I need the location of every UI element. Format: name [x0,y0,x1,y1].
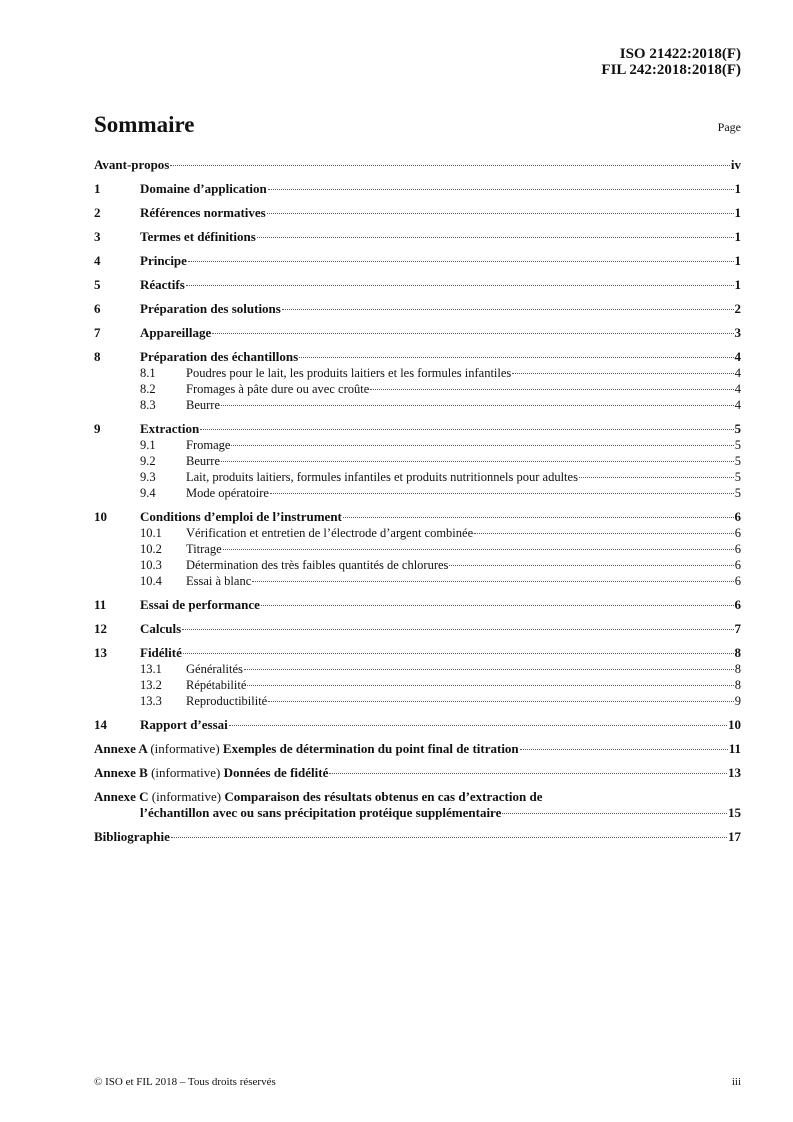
toc-subentry[interactable] [94,677,741,693]
toc-subentry[interactable] [94,573,741,589]
entry-title: Lait, produits laitiers, formules infantiles et produits nutritionnels pour adultes [186,470,578,484]
dot-leader [170,165,730,166]
entry-page: 6 [734,509,741,524]
entry-number: 10.4 [140,574,162,588]
entry-page: 6 [734,542,741,556]
dot-leader [186,285,734,286]
entry-page: 9 [734,694,741,708]
entry-page: 5 [734,486,741,500]
entry-page: 5 [734,421,741,436]
dot-leader [252,581,733,582]
toc-entry[interactable] [94,301,741,317]
dot-leader [267,213,734,214]
page-title: Sommaire [94,112,195,137]
dot-leader [282,309,734,310]
dot-leader [502,813,727,814]
entry-number: 8.3 [140,398,156,412]
entry-title: Essai de performance [140,597,260,612]
entry-page: 4 [734,382,741,396]
entry-page: 1 [734,205,741,220]
annex-title: Données de fidélité [223,765,329,780]
annex-type: (informative) [151,765,221,780]
entry-page: 1 [734,229,741,244]
entry-page: 5 [734,454,741,468]
entry-page: 4 [734,398,741,412]
dot-leader [221,461,734,462]
toc-entry[interactable] [94,205,741,221]
entry-page: 1 [734,181,741,196]
dot-leader [579,477,734,478]
entry-page: 6 [734,597,741,612]
toc-entry[interactable] [94,645,741,661]
entry-page: 10 [728,717,741,732]
entry-page: 6 [734,526,741,540]
entry-number: 8.1 [140,366,156,380]
entry-number: 8 [94,349,101,364]
entry-title: Avant-propos [94,157,170,172]
entry-number: 13.3 [140,694,162,708]
entry-page: 8 [734,678,741,692]
entry-page: 4 [734,349,741,364]
entry-page: 6 [734,558,741,572]
dot-leader [244,669,734,670]
entry-title: Appareillage [140,325,212,340]
dot-leader [512,373,733,374]
toc-entry[interactable] [94,597,741,613]
entry-title: Fromages à pâte dure ou avec croûte [186,382,370,396]
dot-leader [229,725,727,726]
entry-title: Préparation des solutions [140,301,281,316]
entry-title: Vérification et entretien de l’électrode d’argent combinée [186,526,474,540]
entry-page: 7 [734,621,741,636]
entry-title: Extraction [140,421,200,436]
entry-page: iv [730,157,741,172]
entry-page: 5 [734,438,741,452]
entry-page: 4 [734,366,741,380]
toc-bibliography[interactable]: Bibliographie 17 [94,829,741,844]
annex-type: (informative) [150,741,220,756]
entry-title: Fidélité [140,645,182,660]
toc-subentry[interactable] [94,453,741,469]
entry-number: 9.1 [140,438,156,452]
entry-number: 4 [94,253,101,268]
dot-leader [261,605,734,606]
entry-title: Conditions d’emploi de l’instrument [140,509,342,524]
document-reference [601,46,741,78]
table-of-contents [94,157,741,845]
toc-entry[interactable] [94,229,741,245]
dot-leader [223,549,734,550]
entry-number: 11 [94,597,107,612]
toc-entry[interactable] [94,621,741,637]
dot-leader [221,405,734,406]
entry-title: Préparation des échantillons [140,349,299,364]
entry-page: 3 [734,325,741,340]
entry-page: 8 [734,662,741,676]
dot-leader [299,357,733,358]
entry-page: 6 [734,574,741,588]
toc-annex-c[interactable]: Annexe C (informative) Comparaison des résultats obtenus en cas d’extraction de l’échantillon avec ou sans précipitation protéique supplémentaire 15 [94,789,741,820]
toc-entry[interactable] [94,277,741,293]
dot-leader [343,517,734,518]
toc-entry[interactable] [94,325,741,341]
dot-leader [247,685,733,686]
dot-leader [329,773,727,774]
entry-title: Poudres pour le lait, les produits laitiers et les formules infantiles [186,366,512,380]
entry-number: 10.2 [140,542,162,556]
toc-entry[interactable] [94,157,741,173]
footer-copyright: © ISO et FIL 2018 – Tous droits réservés [94,1076,276,1088]
entry-number: 13.2 [140,678,162,692]
entry-number: 13 [94,645,107,660]
annex-label: Annexe A [94,741,148,756]
entry-number: 12 [94,621,107,636]
toc-entry[interactable] [94,349,741,365]
entry-title: Détermination des très faibles quantités de chlorures [186,558,449,572]
dot-leader [520,749,728,750]
toc-entry[interactable] [94,421,741,437]
iso-reference: ISO 21422:2018(F) [619,46,741,62]
entry-title: Beurre [186,398,221,412]
entry-title: Essai à blanc [186,574,252,588]
toc-subentry[interactable] [94,693,741,709]
toc-subentry[interactable] [94,661,741,677]
entry-number: 10.1 [140,526,162,540]
entry-title: Mode opératoire [186,486,269,500]
entry-title: Reproductibilité [186,694,268,708]
toc-entry[interactable] [94,717,741,733]
entry-title: Références normatives [140,205,266,220]
entry-number: 7 [94,325,101,340]
entry-number: 10.3 [140,558,162,572]
dot-leader [182,629,733,630]
entry-title: Domaine d’application [140,181,267,196]
entry-title: Fromage [186,438,231,452]
fil-reference: FIL 242:2018:2018(F) [601,62,741,78]
entry-number: 5 [94,277,101,292]
dot-leader [449,565,733,566]
entry-title: Principe [140,253,187,268]
dot-leader [200,429,733,430]
toc-subentry[interactable] [94,381,741,397]
entry-number: 9 [94,421,101,436]
entry-page: 1 [734,253,741,268]
entry-number: 8.2 [140,382,156,396]
entry-number: 13.1 [140,662,162,676]
toc-annex[interactable] [94,765,741,781]
toc-entry[interactable] [94,509,741,525]
dot-leader [474,533,734,534]
entry-number: 9.2 [140,454,156,468]
entry-page: 5 [734,470,741,484]
toc-subentry[interactable] [94,485,741,501]
toc-subentry[interactable] [94,365,741,381]
toc-subentry[interactable] [94,437,741,453]
annex-label: Annexe B [94,765,148,780]
entry-title: Titrage [186,542,222,556]
page-column-label: Page [717,120,741,134]
dot-leader [268,701,734,702]
entry-title: Rapport d’essai [140,717,228,732]
dot-leader [231,445,733,446]
dot-leader [171,837,727,838]
toc-entry[interactable] [94,181,741,197]
entry-number: 9.3 [140,470,156,484]
toc-subentry[interactable] [94,525,741,541]
entry-title: Calculs [140,621,182,636]
dot-leader [212,333,733,334]
entry-title: Répétabilité [186,678,247,692]
entry-title: Beurre [186,454,221,468]
entry-number: 2 [94,205,101,220]
toc-entry[interactable] [94,253,741,269]
entry-number: 14 [94,717,107,732]
entry-page: 11 [728,741,741,756]
toc-annex[interactable] [94,741,741,757]
toc-subentry[interactable] [94,541,741,557]
entry-title: Termes et définitions [140,229,256,244]
entry-number: 9.4 [140,486,156,500]
entry-title: Généralités [186,662,243,676]
toc-subentry[interactable] [94,397,741,413]
entry-page: 13 [728,765,741,780]
toc-subentry[interactable] [94,557,741,573]
toc-subentry[interactable] [94,469,741,485]
annex-title: Exemples de détermination du point final de titration [222,741,519,756]
entry-number: 1 [94,181,101,196]
entry-title: Réactifs [140,277,185,292]
dot-leader [188,261,734,262]
entry-number: 10 [94,509,107,524]
dot-leader [257,237,734,238]
dot-leader [268,189,734,190]
dot-leader [370,389,733,390]
entry-number: 3 [94,229,101,244]
entry-page: 1 [734,277,741,292]
entry-number: 6 [94,301,101,316]
dot-leader [270,493,734,494]
dot-leader [183,653,734,654]
footer-page-number: iii [731,1076,741,1088]
entry-page: 2 [734,301,741,316]
entry-page: 8 [734,645,741,660]
